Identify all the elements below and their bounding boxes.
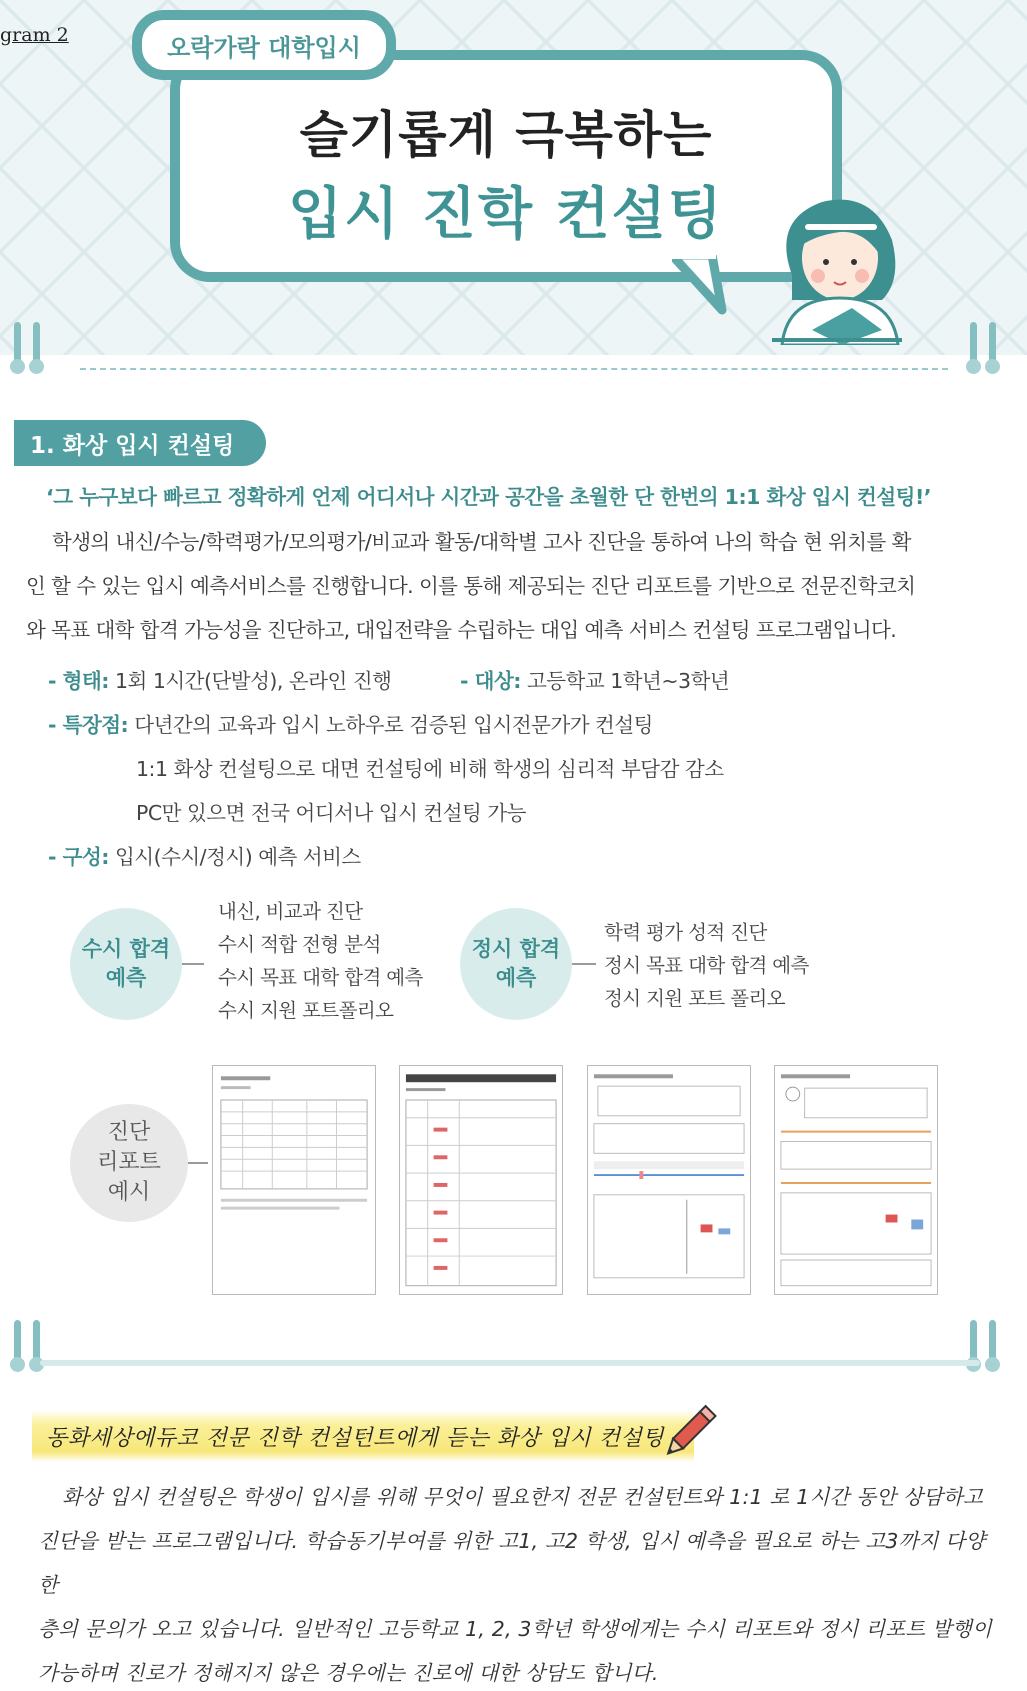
susi-connector [182,963,204,965]
report-thumbnail-4 [774,1065,938,1295]
headline-line-1: 슬기롭게 극복하는 [299,106,713,164]
report-label: 예시 [107,1180,151,1205]
rail-decoration-left [14,322,40,368]
susi-label: 수시 합격 [81,937,171,961]
rail-decoration-right [970,322,996,368]
susi-label: 예측 [105,966,147,990]
target-key: - 대상: [460,669,521,693]
body-line: 층의 문의가 오고 있습니다. 일반적인 고등학교 1, 2, 3학년 학생에게는 수시 리포트와 정시 리포트 발행이 [38,1617,993,1641]
intro-line: 와 목표 대학 합격 가능성을 진단하고, 대입전략을 수립하는 대입 예측 서비스 컨설팅 프로그램입니다. [26,618,897,642]
jeongsi-label: 정시 합격 [471,937,561,961]
composition-value: 입시(수시/정시) 예측 서비스 [108,845,361,869]
target-row [460,664,729,694]
form-value: 1회 1시간(단발성), 온라인 진행 [108,669,392,693]
feature-row [48,708,653,738]
rail-decoration-left [14,1320,40,1366]
jeongsi-label: 예측 [495,966,537,990]
target-value: 고등학교 1학년~3학년 [520,669,730,693]
feature-value: 1:1 화상 컨설팅으로 대면 컨설팅에 비해 학생의 심리적 부담감 감소 [136,757,724,781]
girl-reading-illustration [752,180,922,345]
list-item: 수시 지원 포트폴리오 [218,999,394,1022]
intro-paragraph [26,520,1011,652]
form-row [48,664,391,694]
composition-key: - 구성: [48,845,109,869]
report-thumbnail-3 [587,1065,751,1295]
list-item: 수시 적합 전형 분석 [218,933,381,956]
jeongsi-connector [572,963,596,965]
headline-line-2: 입시 진학 컨설팅 [288,182,724,247]
report-connector [188,1162,208,1164]
list-item: 내신, 비교과 진단 [218,900,363,923]
form-key: - 형태: [48,669,109,693]
list-item: 정시 지원 포트 폴리오 [604,987,785,1010]
feature-value: 다년간의 교육과 입시 노하우로 검증된 입시전문가가 컨설팅 [128,713,653,737]
jeongsi-feature-list [604,916,809,1015]
list-item: 정시 목표 대학 합격 예측 [604,954,809,977]
consultant-title: 동화세상에듀코 전문 진학 컨설턴트에게 듣는 화상 입시 컨설팅 [32,1410,694,1462]
susi-circle [70,908,182,1020]
dashed-divider [80,368,948,370]
report-label: 리포트 [97,1150,161,1175]
report-thumbnail-2 [399,1065,563,1295]
report-label: 진단 [107,1120,151,1145]
feature-value: PC만 있으면 전국 어디서나 입시 컨설팅 가능 [136,801,526,825]
section-quote: ‘그 누구보다 빠르고 정확하게 언제 어디서나 시간과 공간을 초월한 단 한번의 1:1 화상 입시 컨설팅!’ [46,485,932,509]
pencil-icon [664,1398,726,1458]
section-divider [40,1360,980,1366]
body-line: 화상 입시 컨설팅은 학생이 입시를 위해 무엇이 필요한지 전문 컨설턴트와 1:1 로 1시간 동안 상담하고 [62,1485,983,1509]
consultant-body [38,1475,1004,1691]
intro-line: 학생의 내신/수능/학력평가/모의평가/비교과 활동/대학별 고사 진단을 통하여 나의 학습 현 위치를 확 [52,530,911,554]
intro-line: 인 할 수 있는 입시 예측서비스를 진행합니다. 이를 통해 제공되는 진단 리포트를 기반으로 전문진학코치 [26,574,916,598]
speech-bubble-tail [672,255,732,315]
body-line: 가능하며 진로가 정해지지 않은 경우에는 진로에 대한 상담도 합니다. [38,1661,659,1685]
report-circle [70,1104,188,1222]
body-line: 진단을 받는 프로그램입니다. 학습동기부여를 위한 고1, 고2 학생, 입시 예측을 필요로 하는 고3까지 다양한 [38,1529,986,1597]
composition-row [48,840,361,870]
program-tag: gram 2 [0,24,69,46]
list-item: 수시 목표 대학 합격 예측 [218,966,423,989]
feature-key: - 특장점: [48,713,129,737]
report-thumbnail-1 [212,1065,376,1295]
susi-feature-list [218,895,423,1027]
bubble-tab-label: 오락가락 대학입시 [132,10,396,80]
list-item: 학력 평가 성적 진단 [604,921,767,944]
section-heading: 1. 화상 입시 컨설팅 [14,420,266,466]
jeongsi-circle [460,908,572,1020]
